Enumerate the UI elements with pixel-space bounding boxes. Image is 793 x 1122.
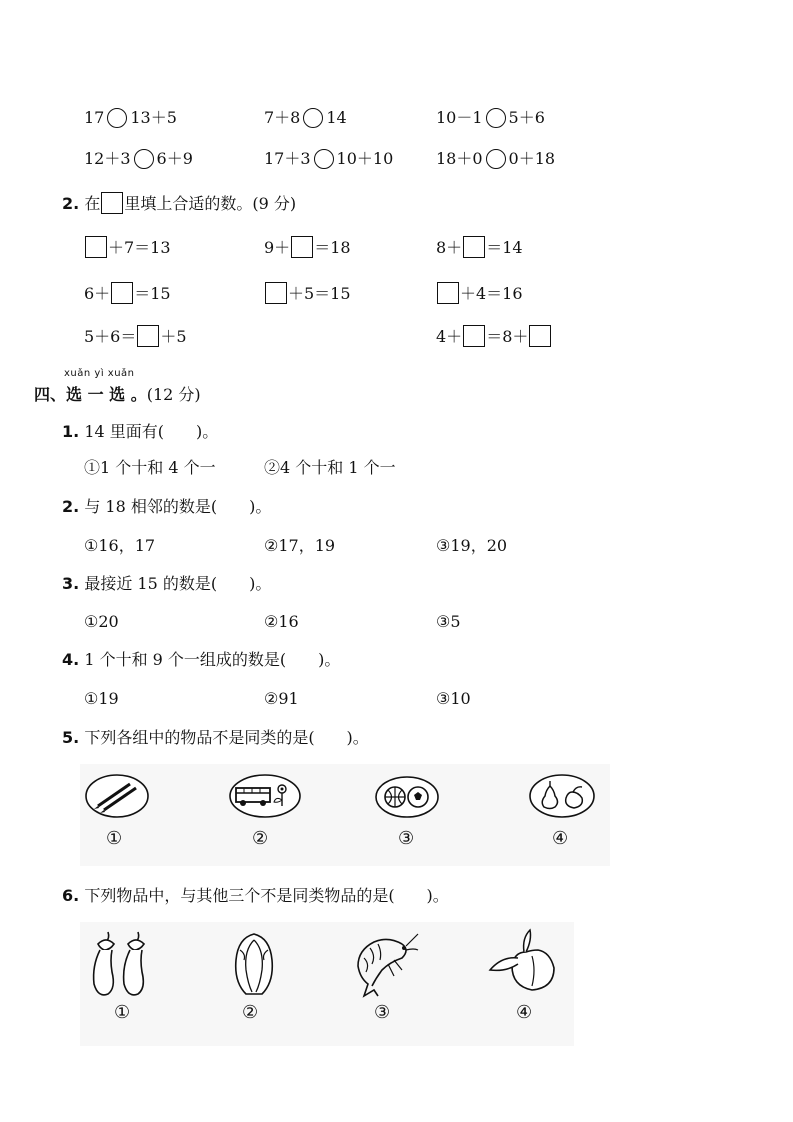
fill-item bbox=[436, 236, 523, 258]
compare-left: 7＋8 bbox=[264, 108, 301, 127]
balls-group-icon[interactable] bbox=[374, 774, 440, 820]
compare-item bbox=[264, 149, 393, 169]
question-number: 5. bbox=[62, 728, 80, 747]
fill-text: ＝8＋ bbox=[486, 327, 529, 346]
answer-box[interactable] bbox=[111, 282, 133, 304]
compare-left: 10－1 bbox=[436, 108, 483, 127]
question-2-fill-heading bbox=[62, 192, 296, 214]
compare-item bbox=[84, 149, 193, 169]
answer-box[interactable] bbox=[463, 236, 485, 258]
option[interactable]: ②17，19 bbox=[264, 536, 336, 555]
compare-left: 17 bbox=[84, 108, 105, 127]
shrimp-icon[interactable] bbox=[348, 930, 420, 1000]
fill-text: ＋5＝15 bbox=[288, 284, 351, 303]
option-label: ② bbox=[242, 1002, 259, 1023]
option-label: ② bbox=[252, 828, 269, 849]
question-number: 2. bbox=[62, 497, 80, 516]
fill-text: 8＋ bbox=[436, 238, 463, 257]
option[interactable]: ③5 bbox=[436, 612, 461, 631]
option[interactable]: ①19 bbox=[84, 689, 119, 708]
answer-circle[interactable] bbox=[486, 149, 506, 169]
fill-text: ＋4＝16 bbox=[460, 284, 523, 303]
compare-left: 18＋0 bbox=[436, 149, 483, 168]
fill-text: 6＋ bbox=[84, 284, 111, 303]
question-text: 在 bbox=[84, 194, 101, 213]
pencil-group-icon[interactable] bbox=[84, 772, 150, 820]
q5-figure-panel bbox=[80, 764, 610, 866]
answer-circle[interactable] bbox=[314, 149, 334, 169]
question-number: 1. bbox=[62, 422, 80, 441]
answer-box[interactable] bbox=[291, 236, 313, 258]
question-text: 最接近 15 的数是( )。 bbox=[84, 574, 272, 593]
question-text: 下列各组中的物品不是同类的是( )。 bbox=[84, 728, 369, 747]
compare-right: 5＋6 bbox=[508, 108, 545, 127]
question-number: 2. bbox=[62, 194, 80, 213]
question-1 bbox=[62, 422, 218, 442]
answer-box[interactable] bbox=[265, 282, 287, 304]
option-label: ④ bbox=[552, 828, 569, 849]
fill-item bbox=[84, 325, 187, 347]
option-label: ① bbox=[106, 828, 123, 849]
section-title: 四、选 一 选 。 bbox=[34, 385, 147, 404]
peach-icon[interactable] bbox=[484, 926, 564, 1000]
question-5 bbox=[62, 728, 369, 748]
question-text: 里填上合适的数。(9 分) bbox=[124, 194, 297, 213]
question-6 bbox=[62, 886, 449, 906]
section-pinyin: xuǎn yì xuǎn bbox=[64, 368, 135, 379]
question-4 bbox=[62, 650, 340, 670]
fill-text: 9＋ bbox=[264, 238, 291, 257]
fill-item bbox=[84, 282, 171, 304]
answer-box[interactable] bbox=[137, 325, 159, 347]
answer-circle[interactable] bbox=[134, 149, 154, 169]
fill-text: ＝15 bbox=[134, 284, 171, 303]
option[interactable]: ①1 个十和 4 个一 bbox=[84, 458, 216, 477]
fill-text: ＝18 bbox=[314, 238, 351, 257]
option[interactable]: ③10 bbox=[436, 689, 471, 708]
section-heading bbox=[34, 382, 201, 405]
compare-left: 17＋3 bbox=[264, 149, 311, 168]
compare-right: 6＋9 bbox=[156, 149, 193, 168]
option[interactable]: ②16 bbox=[264, 612, 299, 631]
compare-item bbox=[436, 108, 545, 128]
fill-item bbox=[84, 236, 171, 258]
eggplant-icon[interactable] bbox=[86, 928, 162, 1002]
compare-right: 14 bbox=[326, 108, 347, 127]
fill-text: ＋5 bbox=[160, 327, 187, 346]
compare-item bbox=[84, 108, 177, 128]
q6-figure-panel bbox=[80, 922, 574, 1046]
option[interactable]: ②4 个十和 1 个一 bbox=[264, 458, 396, 477]
question-text: 与 18 相邻的数是( )。 bbox=[84, 497, 272, 516]
question-number: 4. bbox=[62, 650, 80, 669]
section-score: (12 分) bbox=[146, 385, 201, 404]
fill-item bbox=[436, 325, 552, 347]
question-2 bbox=[62, 497, 271, 517]
answer-circle[interactable] bbox=[486, 108, 506, 128]
compare-item bbox=[264, 108, 347, 128]
answer-circle[interactable] bbox=[303, 108, 323, 128]
answer-box[interactable] bbox=[437, 282, 459, 304]
option[interactable]: ①20 bbox=[84, 612, 119, 631]
cabbage-icon[interactable] bbox=[230, 930, 278, 1000]
fill-text: ＝14 bbox=[486, 238, 523, 257]
option[interactable]: ①16，17 bbox=[84, 536, 156, 555]
option[interactable]: ③19，20 bbox=[436, 536, 508, 555]
answer-circle[interactable] bbox=[107, 108, 127, 128]
question-text: 下列物品中，与其他三个不是同类物品的是( )。 bbox=[84, 886, 449, 905]
compare-left: 12＋3 bbox=[84, 149, 131, 168]
fill-text: 4＋ bbox=[436, 327, 463, 346]
option-label: ③ bbox=[374, 1002, 391, 1023]
answer-box[interactable] bbox=[529, 325, 551, 347]
fruits-group-icon[interactable] bbox=[528, 772, 596, 820]
option-label: ③ bbox=[398, 828, 415, 849]
option-label: ① bbox=[114, 1002, 131, 1023]
question-number: 3. bbox=[62, 574, 80, 593]
compare-item bbox=[436, 149, 555, 169]
question-3 bbox=[62, 574, 271, 594]
question-text: 14 里面有( )。 bbox=[84, 422, 219, 441]
compare-right: 10＋10 bbox=[336, 149, 394, 168]
fill-text: 5＋6＝ bbox=[84, 327, 137, 346]
option[interactable]: ②91 bbox=[264, 689, 299, 708]
option-label: ④ bbox=[516, 1002, 533, 1023]
compare-right: 0＋18 bbox=[508, 149, 556, 168]
answer-box[interactable] bbox=[463, 325, 485, 347]
answer-box[interactable] bbox=[85, 236, 107, 258]
question-number: 6. bbox=[62, 886, 80, 905]
example-box bbox=[101, 192, 123, 214]
fill-text: ＋7＝13 bbox=[108, 238, 171, 257]
compare-right: 13＋5 bbox=[130, 108, 177, 127]
fill-item bbox=[264, 282, 351, 304]
bus-flower-group-icon[interactable] bbox=[228, 772, 302, 820]
fill-item bbox=[264, 236, 351, 258]
fill-item bbox=[436, 282, 523, 304]
question-text: 1 个十和 9 个一组成的数是( )。 bbox=[84, 650, 341, 669]
